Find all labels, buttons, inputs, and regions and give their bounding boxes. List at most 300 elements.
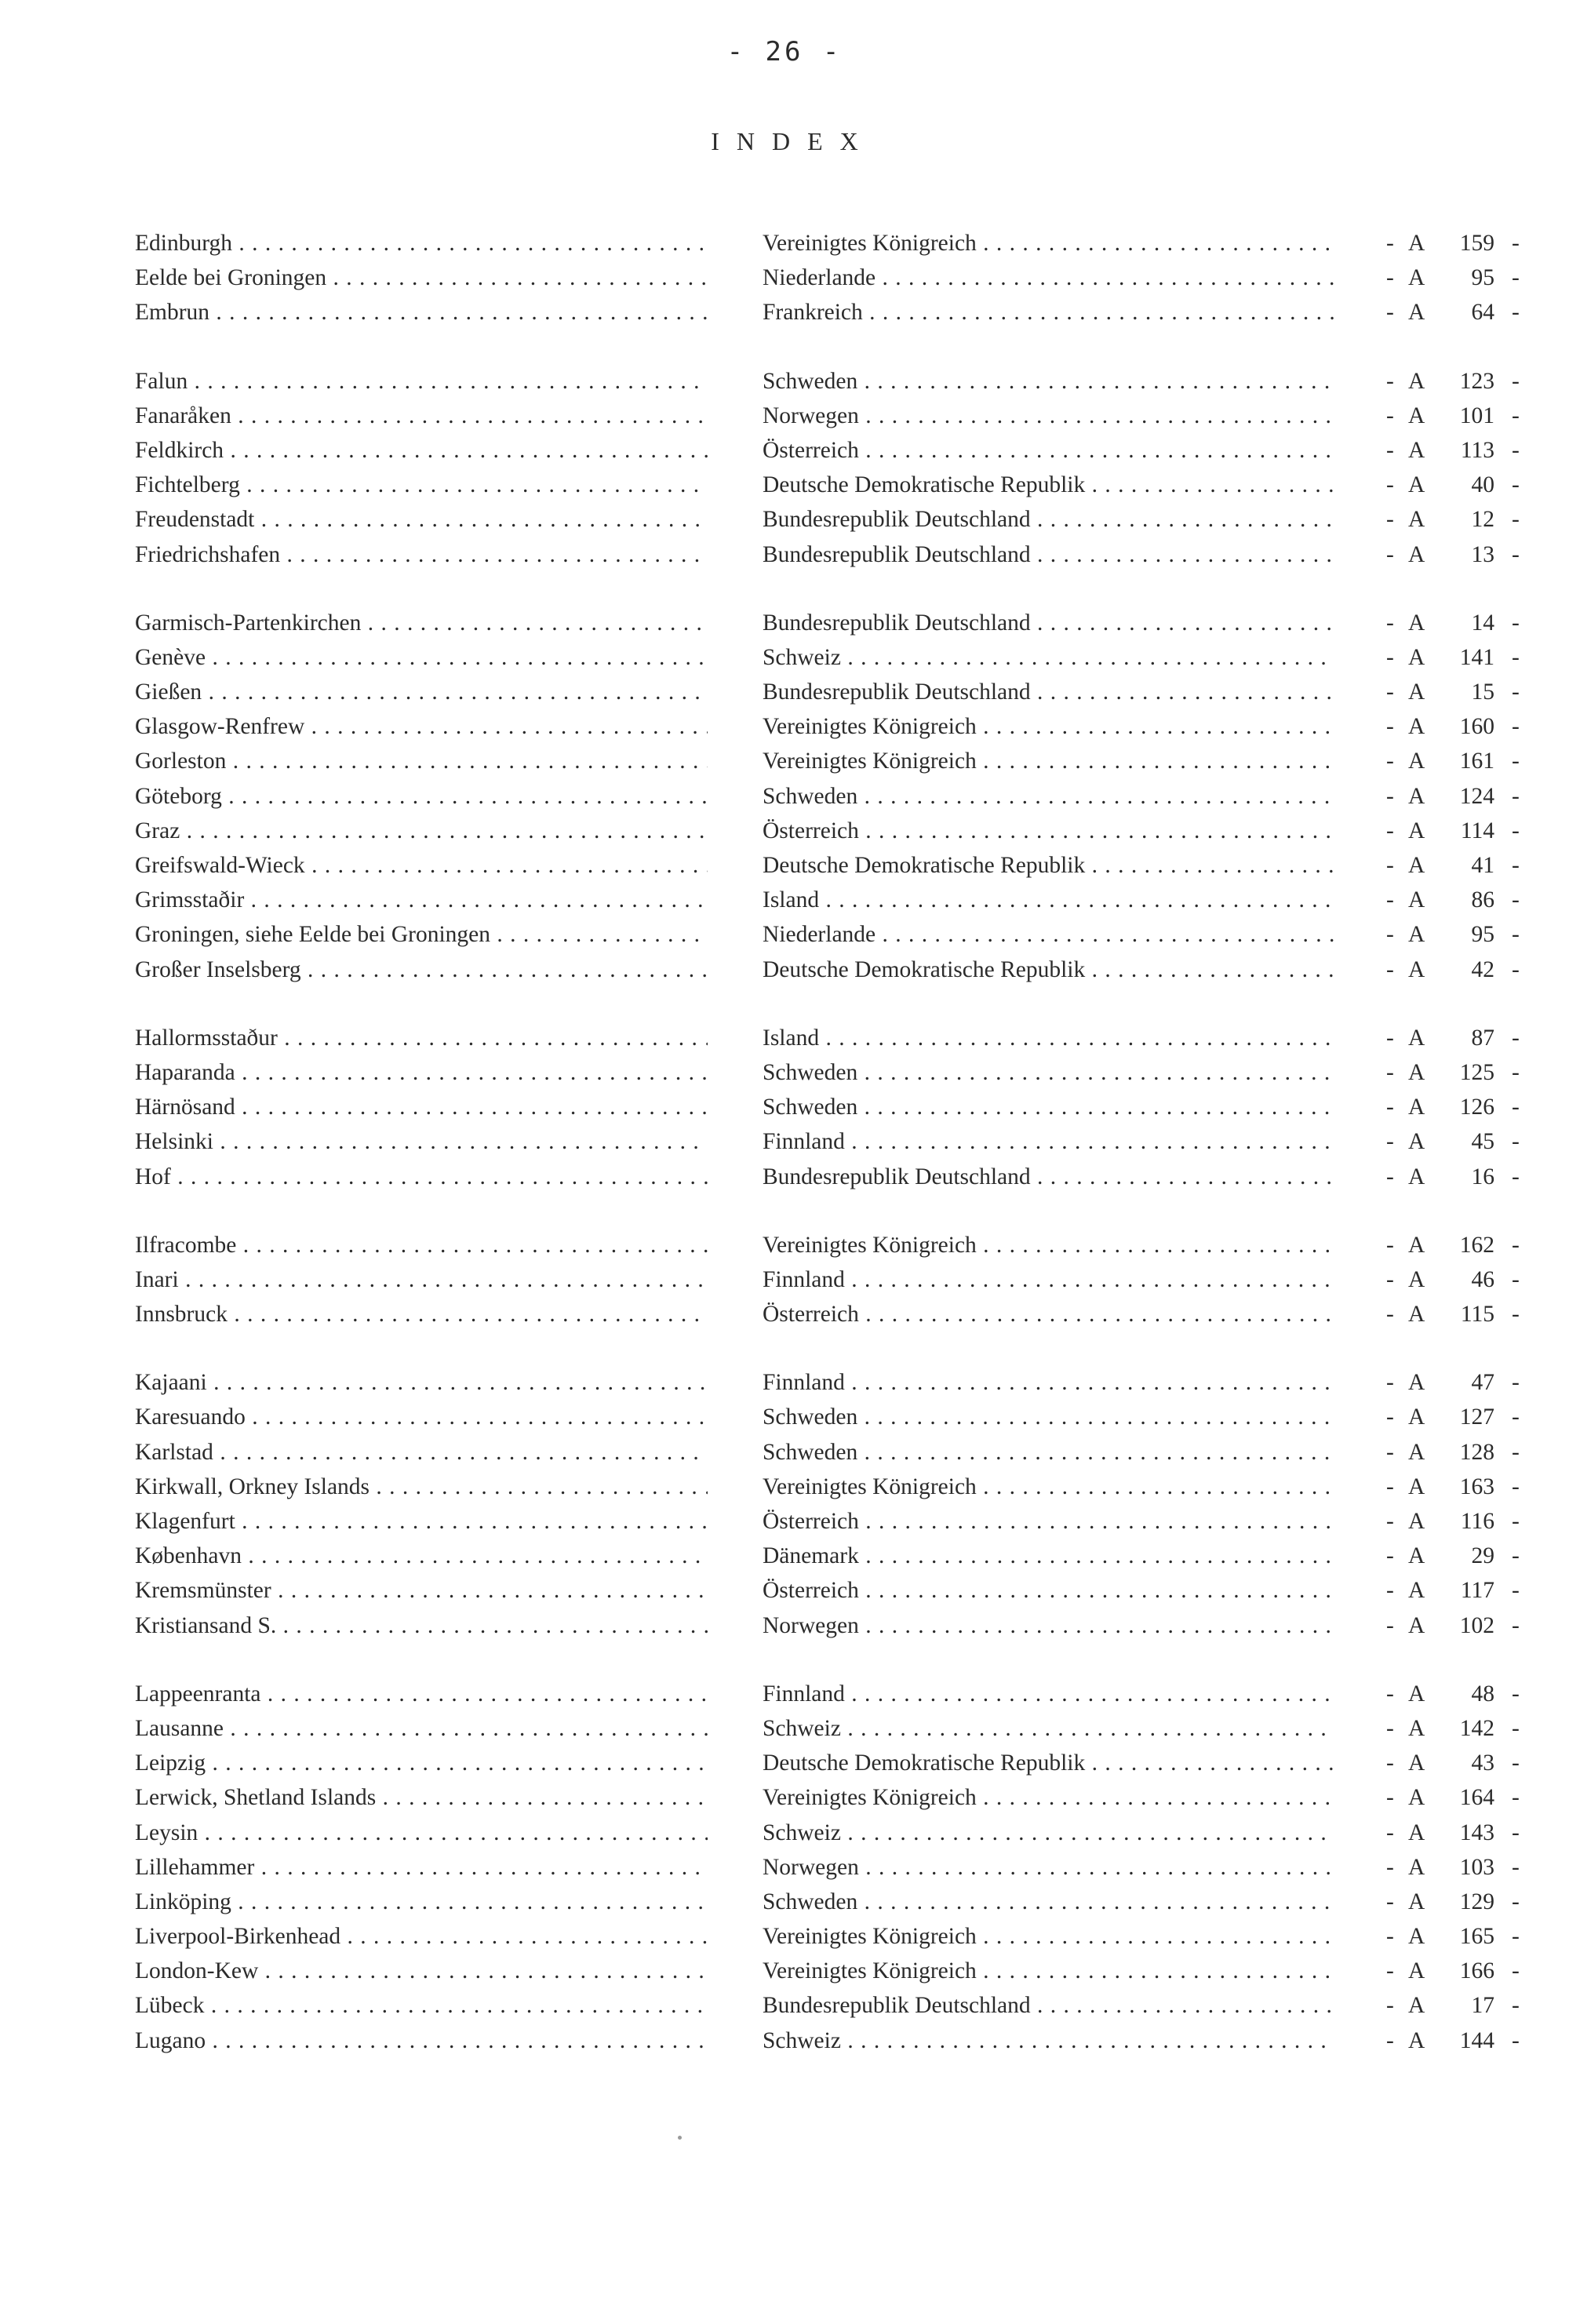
index-entry — [135, 1124, 1539, 1159]
page-number: - 26 - — [726, 36, 843, 67]
dash: - — [1386, 300, 1394, 326]
place-name: Groningen, siehe Eelde bei Groningen . . . — [135, 917, 708, 952]
index-entry — [135, 1228, 1539, 1262]
reference-letter: A — [1408, 1854, 1425, 1880]
index-entry — [135, 1850, 1539, 1885]
country-name: Bundesrepublik Deutschland . . . — [763, 606, 1335, 640]
place-name: Feldkirch . . . — [135, 433, 708, 468]
country-name: Österreich . . . — [763, 1504, 1335, 1539]
dash: - — [1386, 437, 1394, 463]
country-name: Norwegen . . . — [763, 1608, 1335, 1643]
reference-number: 14 — [1471, 610, 1494, 636]
index-entry — [135, 1400, 1539, 1434]
dash: - — [1386, 887, 1394, 913]
place-name: Leipzig . . . — [135, 1746, 708, 1780]
dash: - — [1512, 853, 1520, 878]
reference-number: 102 — [1459, 1612, 1494, 1638]
reference-number: 15 — [1471, 679, 1494, 705]
reference-number: 12 — [1471, 507, 1494, 533]
dash: - — [1386, 1059, 1394, 1085]
country-name: Island . . . — [763, 1021, 1335, 1055]
place-name: Großer Inselsberg . . . — [135, 953, 708, 987]
dash: - — [1512, 2027, 1520, 2053]
country-name: Deutsche Demokratische Republik . . . — [763, 468, 1335, 502]
country-name: Schweiz . . . — [763, 2023, 1335, 2058]
country-name: Schweden . . . — [763, 1885, 1335, 1919]
index-entry — [135, 848, 1539, 883]
reference-letter: A — [1408, 1509, 1425, 1534]
index-entry — [135, 1608, 1539, 1643]
reference-number: 160 — [1459, 714, 1494, 740]
dash: - — [1386, 1993, 1394, 2019]
reference-letter: A — [1408, 783, 1425, 809]
reference-letter: A — [1408, 1958, 1425, 1984]
dash: - — [1512, 644, 1520, 670]
reference-letter: A — [1408, 1889, 1425, 1914]
dash: - — [1512, 1473, 1520, 1499]
dash: - — [1512, 1025, 1520, 1051]
index-entry — [135, 1090, 1539, 1124]
dash: - — [1386, 1819, 1394, 1845]
reference-letter: A — [1408, 1543, 1425, 1569]
place-name: Kajaani . . . — [135, 1365, 708, 1400]
dash: - — [1386, 1473, 1394, 1499]
country-name: Vereinigtes Königreich . . . — [763, 1780, 1335, 1815]
dash: - — [1386, 1095, 1394, 1120]
dash: - — [1386, 2027, 1394, 2053]
reference-number: 45 — [1471, 1129, 1494, 1155]
reference-number: 142 — [1459, 1715, 1494, 1741]
index-entry — [135, 883, 1539, 917]
country-name: Österreich . . . — [763, 814, 1335, 848]
reference-number: 165 — [1459, 1924, 1494, 1950]
dash: - — [1386, 1681, 1394, 1707]
index-entry — [135, 1954, 1539, 1988]
index-entry — [135, 1780, 1539, 1815]
index-list — [135, 226, 1539, 2092]
index-entry — [135, 468, 1539, 502]
index-entry — [135, 1573, 1539, 1608]
dash: - — [1386, 1924, 1394, 1950]
place-name: Kirkwall, Orkney Islands . . . — [135, 1470, 708, 1504]
index-entry — [135, 814, 1539, 848]
country-name: Österreich . . . — [763, 1297, 1335, 1331]
place-name: Falun . . . — [135, 364, 708, 399]
place-name: Lappeenranta . . . — [135, 1677, 708, 1711]
place-name: Lübeck . . . — [135, 1988, 708, 2023]
reference-letter: A — [1408, 1302, 1425, 1328]
dash: - — [1386, 1889, 1394, 1914]
place-name: Liverpool-Birkenhead . . . — [135, 1919, 708, 1954]
reference-letter: A — [1408, 1993, 1425, 2019]
dash: - — [1512, 1924, 1520, 1950]
country-name: Norwegen . . . — [763, 399, 1335, 433]
dash: - — [1386, 1302, 1394, 1328]
country-name: Finnland . . . — [763, 1677, 1335, 1711]
reference-number: 42 — [1471, 956, 1494, 982]
dash: - — [1512, 956, 1520, 982]
index-entry — [135, 606, 1539, 640]
index-entry — [135, 1539, 1539, 1573]
reference-letter: A — [1408, 265, 1425, 291]
index-group — [135, 1677, 1539, 2058]
reference-number: 162 — [1459, 1232, 1494, 1258]
dash: - — [1386, 956, 1394, 982]
place-name: Karesuando . . . — [135, 1400, 708, 1434]
reference-number: 64 — [1471, 300, 1494, 326]
index-entry — [135, 399, 1539, 433]
place-name: Glasgow-Renfrew . . . — [135, 709, 708, 744]
reference-number: 17 — [1471, 1993, 1494, 2019]
place-name: Innsbruck . . . — [135, 1297, 708, 1331]
place-name: Grimsstaðir . . . — [135, 883, 708, 917]
reference-number: 114 — [1460, 818, 1494, 843]
reference-number: 164 — [1459, 1785, 1494, 1811]
place-name: Gorleston . . . — [135, 744, 708, 778]
reference-letter: A — [1408, 507, 1425, 533]
place-name: London-Kew . . . — [135, 1954, 708, 1988]
index-entry — [135, 744, 1539, 778]
country-name: Finnland . . . — [763, 1262, 1335, 1297]
reference-letter: A — [1408, 437, 1425, 463]
dash: - — [1512, 368, 1520, 394]
reference-number: 127 — [1459, 1404, 1494, 1430]
reference-letter: A — [1408, 610, 1425, 636]
country-name: Bundesrepublik Deutschland . . . — [763, 502, 1335, 537]
dash: - — [1386, 1958, 1394, 1984]
place-name: Linköping . . . — [135, 1885, 708, 1919]
country-name: Island . . . — [763, 883, 1335, 917]
dash: - — [1512, 1059, 1520, 1085]
reference-number: 95 — [1471, 922, 1494, 948]
reference-letter: A — [1408, 231, 1425, 256]
dash: - — [1512, 300, 1520, 326]
country-name: Schweiz . . . — [763, 1816, 1335, 1850]
index-entry — [135, 1262, 1539, 1297]
dash: - — [1512, 541, 1520, 567]
reference-letter: A — [1408, 1819, 1425, 1845]
reference-letter: A — [1408, 1924, 1425, 1950]
dash: - — [1512, 1854, 1520, 1880]
reference-letter: A — [1408, 1164, 1425, 1189]
dash: - — [1386, 472, 1394, 498]
index-entry — [135, 1021, 1539, 1055]
reference-number: 46 — [1471, 1266, 1494, 1292]
dash: - — [1386, 541, 1394, 567]
dash: - — [1512, 1266, 1520, 1292]
index-entry — [135, 1470, 1539, 1504]
dash: - — [1512, 749, 1520, 774]
country-name: Schweden . . . — [763, 1055, 1335, 1090]
reference-number: 129 — [1459, 1889, 1494, 1914]
dash: - — [1512, 1543, 1520, 1569]
country-name: Vereinigtes Königreich . . . — [763, 1954, 1335, 1988]
country-name: Niederlande . . . — [763, 260, 1335, 295]
reference-number: 16 — [1471, 1164, 1494, 1189]
reference-number: 159 — [1459, 231, 1494, 256]
reference-number: 95 — [1471, 265, 1494, 291]
index-group — [135, 1021, 1539, 1194]
dash: - — [1512, 1095, 1520, 1120]
place-name: Göteborg . . . — [135, 779, 708, 814]
dash: - — [1512, 437, 1520, 463]
country-name: Schweden . . . — [763, 1435, 1335, 1470]
country-name: Österreich . . . — [763, 433, 1335, 468]
country-name: Schweiz . . . — [763, 640, 1335, 675]
reference-letter: A — [1408, 1025, 1425, 1051]
dash: - — [1512, 1164, 1520, 1189]
reference-number: 29 — [1471, 1543, 1494, 1569]
dash: - — [1386, 1164, 1394, 1189]
dash: - — [1386, 1854, 1394, 1880]
index-entry — [135, 1435, 1539, 1470]
reference-letter: A — [1408, 1681, 1425, 1707]
place-name: Fichtelberg . . . — [135, 468, 708, 502]
dash: - — [1512, 1578, 1520, 1604]
page-title: INDEX — [711, 127, 876, 155]
reference-letter: A — [1408, 2027, 1425, 2053]
index-entry — [135, 1055, 1539, 1090]
reference-letter: A — [1408, 1612, 1425, 1638]
index-entry — [135, 1816, 1539, 1850]
reference-letter: A — [1408, 887, 1425, 913]
place-name: Inari . . . — [135, 1262, 708, 1297]
reference-number: 117 — [1460, 1578, 1494, 1604]
country-name: Bundesrepublik Deutschland . . . — [763, 675, 1335, 709]
index-entry — [135, 779, 1539, 814]
reference-number: 125 — [1459, 1059, 1494, 1085]
dash: - — [1386, 403, 1394, 428]
dash: - — [1386, 1612, 1394, 1638]
place-name: Klagenfurt . . . — [135, 1504, 708, 1539]
place-name: Lerwick, Shetland Islands . . . — [135, 1780, 708, 1815]
country-name: Bundesrepublik Deutschland . . . — [763, 1160, 1335, 1194]
dash: - — [1386, 368, 1394, 394]
reference-number: 143 — [1459, 1819, 1494, 1845]
dash: - — [1386, 922, 1394, 948]
reference-letter: A — [1408, 1129, 1425, 1155]
reference-number: 101 — [1459, 403, 1494, 428]
place-name: Greifswald-Wieck . . . — [135, 848, 708, 883]
index-group — [135, 226, 1539, 330]
dash: - — [1386, 1509, 1394, 1534]
index-entry — [135, 1297, 1539, 1331]
index-entry — [135, 1919, 1539, 1954]
reference-number: 43 — [1471, 1750, 1494, 1776]
dash: - — [1386, 1129, 1394, 1155]
dash: - — [1512, 1819, 1520, 1845]
dash: - — [1512, 1715, 1520, 1741]
country-name: Finnland . . . — [763, 1365, 1335, 1400]
dash: - — [1512, 1750, 1520, 1776]
index-entry — [135, 1160, 1539, 1194]
reference-letter: A — [1408, 1232, 1425, 1258]
dash: - — [1386, 749, 1394, 774]
reference-number: 128 — [1459, 1439, 1494, 1465]
reference-letter: A — [1408, 1404, 1425, 1430]
reference-letter: A — [1408, 679, 1425, 705]
country-name: Deutsche Demokratische Republik . . . — [763, 1746, 1335, 1780]
index-group — [135, 364, 1539, 572]
dash: - — [1386, 1715, 1394, 1741]
place-name: Haparanda . . . — [135, 1055, 708, 1090]
country-name: Vereinigtes Königreich . . . — [763, 744, 1335, 778]
place-name: Fanaråken . . . — [135, 399, 708, 433]
reference-letter: A — [1408, 1266, 1425, 1292]
reference-letter: A — [1408, 956, 1425, 982]
index-entry — [135, 1746, 1539, 1780]
dash: - — [1386, 644, 1394, 670]
country-name: Niederlande . . . — [763, 917, 1335, 952]
reference-number: 161 — [1459, 749, 1494, 774]
index-entry — [135, 1711, 1539, 1746]
dash: - — [1386, 1543, 1394, 1569]
country-name: Vereinigtes Königreich . . . — [763, 1470, 1335, 1504]
dash: - — [1386, 853, 1394, 878]
country-name: Dänemark . . . — [763, 1539, 1335, 1573]
reference-number: 86 — [1471, 887, 1494, 913]
place-name: Karlstad . . . — [135, 1435, 708, 1470]
reference-letter: A — [1408, 403, 1425, 428]
dash: - — [1386, 610, 1394, 636]
dash: - — [1386, 1025, 1394, 1051]
index-entry — [135, 917, 1539, 952]
index-group — [135, 1365, 1539, 1643]
reference-letter: A — [1408, 818, 1425, 843]
index-entry — [135, 226, 1539, 260]
index-group — [135, 1228, 1539, 1332]
dash: - — [1512, 1302, 1520, 1328]
country-name: Vereinigtes Königreich . . . — [763, 1919, 1335, 1954]
reference-letter: A — [1408, 1370, 1425, 1396]
dash: - — [1386, 679, 1394, 705]
dash: - — [1512, 231, 1520, 256]
dash: - — [1512, 818, 1520, 843]
dash: - — [1512, 403, 1520, 428]
dash: - — [1512, 1681, 1520, 1707]
place-name: Hof . . . — [135, 1160, 708, 1194]
dash: - — [1512, 1129, 1520, 1155]
index-entry — [135, 953, 1539, 987]
country-name: Schweden . . . — [763, 779, 1335, 814]
reference-number: 115 — [1460, 1302, 1494, 1328]
index-entry — [135, 1677, 1539, 1711]
reference-number: 41 — [1471, 853, 1494, 878]
index-entry — [135, 675, 1539, 709]
dash: - — [1386, 507, 1394, 533]
reference-letter: A — [1408, 1578, 1425, 1604]
place-name: Garmisch-Partenkirchen . . . — [135, 606, 708, 640]
dash: - — [1512, 1993, 1520, 2019]
place-name: Kremsmünster . . . — [135, 1573, 708, 1608]
reference-letter: A — [1408, 922, 1425, 948]
index-entry — [135, 433, 1539, 468]
index-entry — [135, 537, 1539, 572]
country-name: Vereinigtes Königreich . . . — [763, 1228, 1335, 1262]
reference-number: 87 — [1471, 1025, 1494, 1051]
dash: - — [1386, 1232, 1394, 1258]
country-name: Bundesrepublik Deutschland . . . — [763, 1988, 1335, 2023]
reference-letter: A — [1408, 1785, 1425, 1811]
place-name: Lugano . . . — [135, 2023, 708, 2058]
place-name: Embrun . . . — [135, 295, 708, 330]
reference-number: 13 — [1471, 541, 1494, 567]
dash: - — [1512, 887, 1520, 913]
dash: - — [1386, 1266, 1394, 1292]
dash: - — [1512, 1958, 1520, 1984]
dash: - — [1512, 783, 1520, 809]
dash: - — [1512, 1889, 1520, 1914]
reference-letter: A — [1408, 1473, 1425, 1499]
dash: - — [1512, 1232, 1520, 1258]
country-name: Schweiz . . . — [763, 1711, 1335, 1746]
dash: - — [1386, 1404, 1394, 1430]
place-name: Eelde bei Groningen . . . — [135, 260, 708, 295]
dash: - — [1386, 783, 1394, 809]
reference-letter: A — [1408, 853, 1425, 878]
country-name: Österreich . . . — [763, 1573, 1335, 1608]
index-entry — [135, 2023, 1539, 2058]
dash: - — [1512, 679, 1520, 705]
index-group — [135, 606, 1539, 987]
dash: - — [1386, 714, 1394, 740]
place-name: Lausanne . . . — [135, 1711, 708, 1746]
dash: - — [1512, 922, 1520, 948]
index-entry — [135, 260, 1539, 295]
reference-number: 141 — [1459, 644, 1494, 670]
country-name: Vereinigtes Königreich . . . — [763, 226, 1335, 260]
country-name: Schweden . . . — [763, 364, 1335, 399]
index-entry — [135, 1504, 1539, 1539]
reference-number: 126 — [1459, 1095, 1494, 1120]
reference-number: 163 — [1459, 1473, 1494, 1499]
country-name: Deutsche Demokratische Republik . . . — [763, 848, 1335, 883]
index-entry — [135, 364, 1539, 399]
dash: - — [1512, 265, 1520, 291]
reference-number: 103 — [1459, 1854, 1494, 1880]
reference-number: 40 — [1471, 472, 1494, 498]
country-name: Finnland . . . — [763, 1124, 1335, 1159]
reference-number: 48 — [1471, 1681, 1494, 1707]
dash: - — [1386, 818, 1394, 843]
dash: - — [1386, 1750, 1394, 1776]
dash: - — [1512, 610, 1520, 636]
country-name: Schweden . . . — [763, 1400, 1335, 1434]
index-entry — [135, 295, 1539, 330]
dash: - — [1512, 1404, 1520, 1430]
place-name: Freudenstadt . . . — [135, 502, 708, 537]
dash: - — [1512, 1612, 1520, 1638]
reference-number: 116 — [1460, 1509, 1494, 1534]
index-entry — [135, 502, 1539, 537]
reference-number: 123 — [1459, 368, 1494, 394]
country-name: Vereinigtes Königreich . . . — [763, 709, 1335, 744]
reference-number: 144 — [1459, 2027, 1494, 2053]
index-entry — [135, 709, 1539, 744]
reference-letter: A — [1408, 714, 1425, 740]
reference-letter: A — [1408, 1059, 1425, 1085]
dash: - — [1512, 1509, 1520, 1534]
reference-letter: A — [1408, 749, 1425, 774]
country-name: Frankreich . . . — [763, 295, 1335, 330]
place-name: Edinburgh . . . — [135, 226, 708, 260]
country-name: Schweden . . . — [763, 1090, 1335, 1124]
country-name: Bundesrepublik Deutschland . . . — [763, 537, 1335, 572]
dash: - — [1386, 1439, 1394, 1465]
reference-number: 47 — [1471, 1370, 1494, 1396]
reference-letter: A — [1408, 1715, 1425, 1741]
place-name: Friedrichshafen . . . — [135, 537, 708, 572]
